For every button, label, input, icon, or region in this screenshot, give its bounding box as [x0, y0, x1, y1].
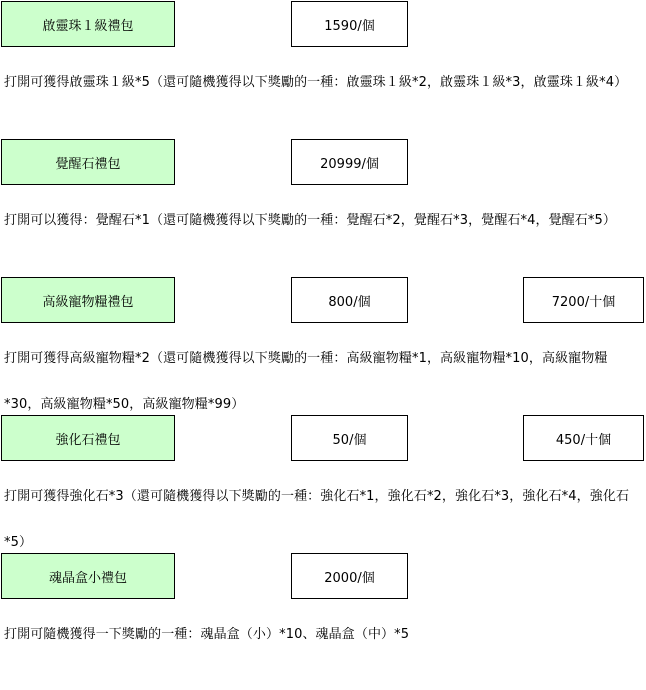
gift-pack-section — [0, 138, 646, 276]
gift-pack-section — [0, 0, 646, 138]
gift-pack-price: 50/個 — [291, 415, 408, 461]
gift-pack-name: 魂晶盒小禮包 — [1, 553, 175, 599]
gift-pack-description: 打開可以獲得：覺醒石*1（還可隨機獲得以下獎勵的一種：覺醒石*2，覺醒石*3，覺醒石*4，覺醒石*5） — [4, 213, 616, 228]
gift-pack-section — [0, 552, 646, 690]
gift-pack-price: 20999/個 — [291, 139, 408, 185]
gift-pack-price: 2000/個 — [291, 553, 408, 599]
gift-pack-name: 高級寵物糧禮包 — [1, 277, 175, 323]
gift-pack-bulk-price: 450/十個 — [523, 415, 644, 461]
gift-pack-section — [0, 414, 646, 552]
gift-pack-description: 打開可獲得強化石*3（還可隨機獲得以下獎勵的一種：強化石*1，強化石*2，強化石*3，強化石*4，強化石*5） — [4, 489, 630, 550]
gift-pack-description: 打開可獲得高級寵物糧*2（還可隨機獲得以下獎勵的一種：高級寵物糧*1，高級寵物糧*10，高級寵物糧*30，高級寵物糧*50，高級寵物糧*99） — [4, 351, 608, 412]
gift-pack-description: 打開可獲得啟靈珠１級*5（還可隨機獲得以下獎勵的一種：啟靈珠１級*2，啟靈珠１級*3，啟靈珠１級*4） — [4, 75, 628, 90]
gift-pack-price: 1590/個 — [291, 1, 408, 47]
gift-pack-section — [0, 276, 646, 414]
gift-pack-name: 強化石禮包 — [1, 415, 175, 461]
gift-pack-price: 800/個 — [291, 277, 408, 323]
gift-pack-name: 啟靈珠１級禮包 — [1, 1, 175, 47]
gift-pack-name: 覺醒石禮包 — [1, 139, 175, 185]
gift-pack-description: 打開可隨機獲得一下獎勵的一種：魂晶盒（小）*10、魂晶盒（中）*5 — [4, 627, 410, 642]
gift-pack-bulk-price: 7200/十個 — [523, 277, 644, 323]
